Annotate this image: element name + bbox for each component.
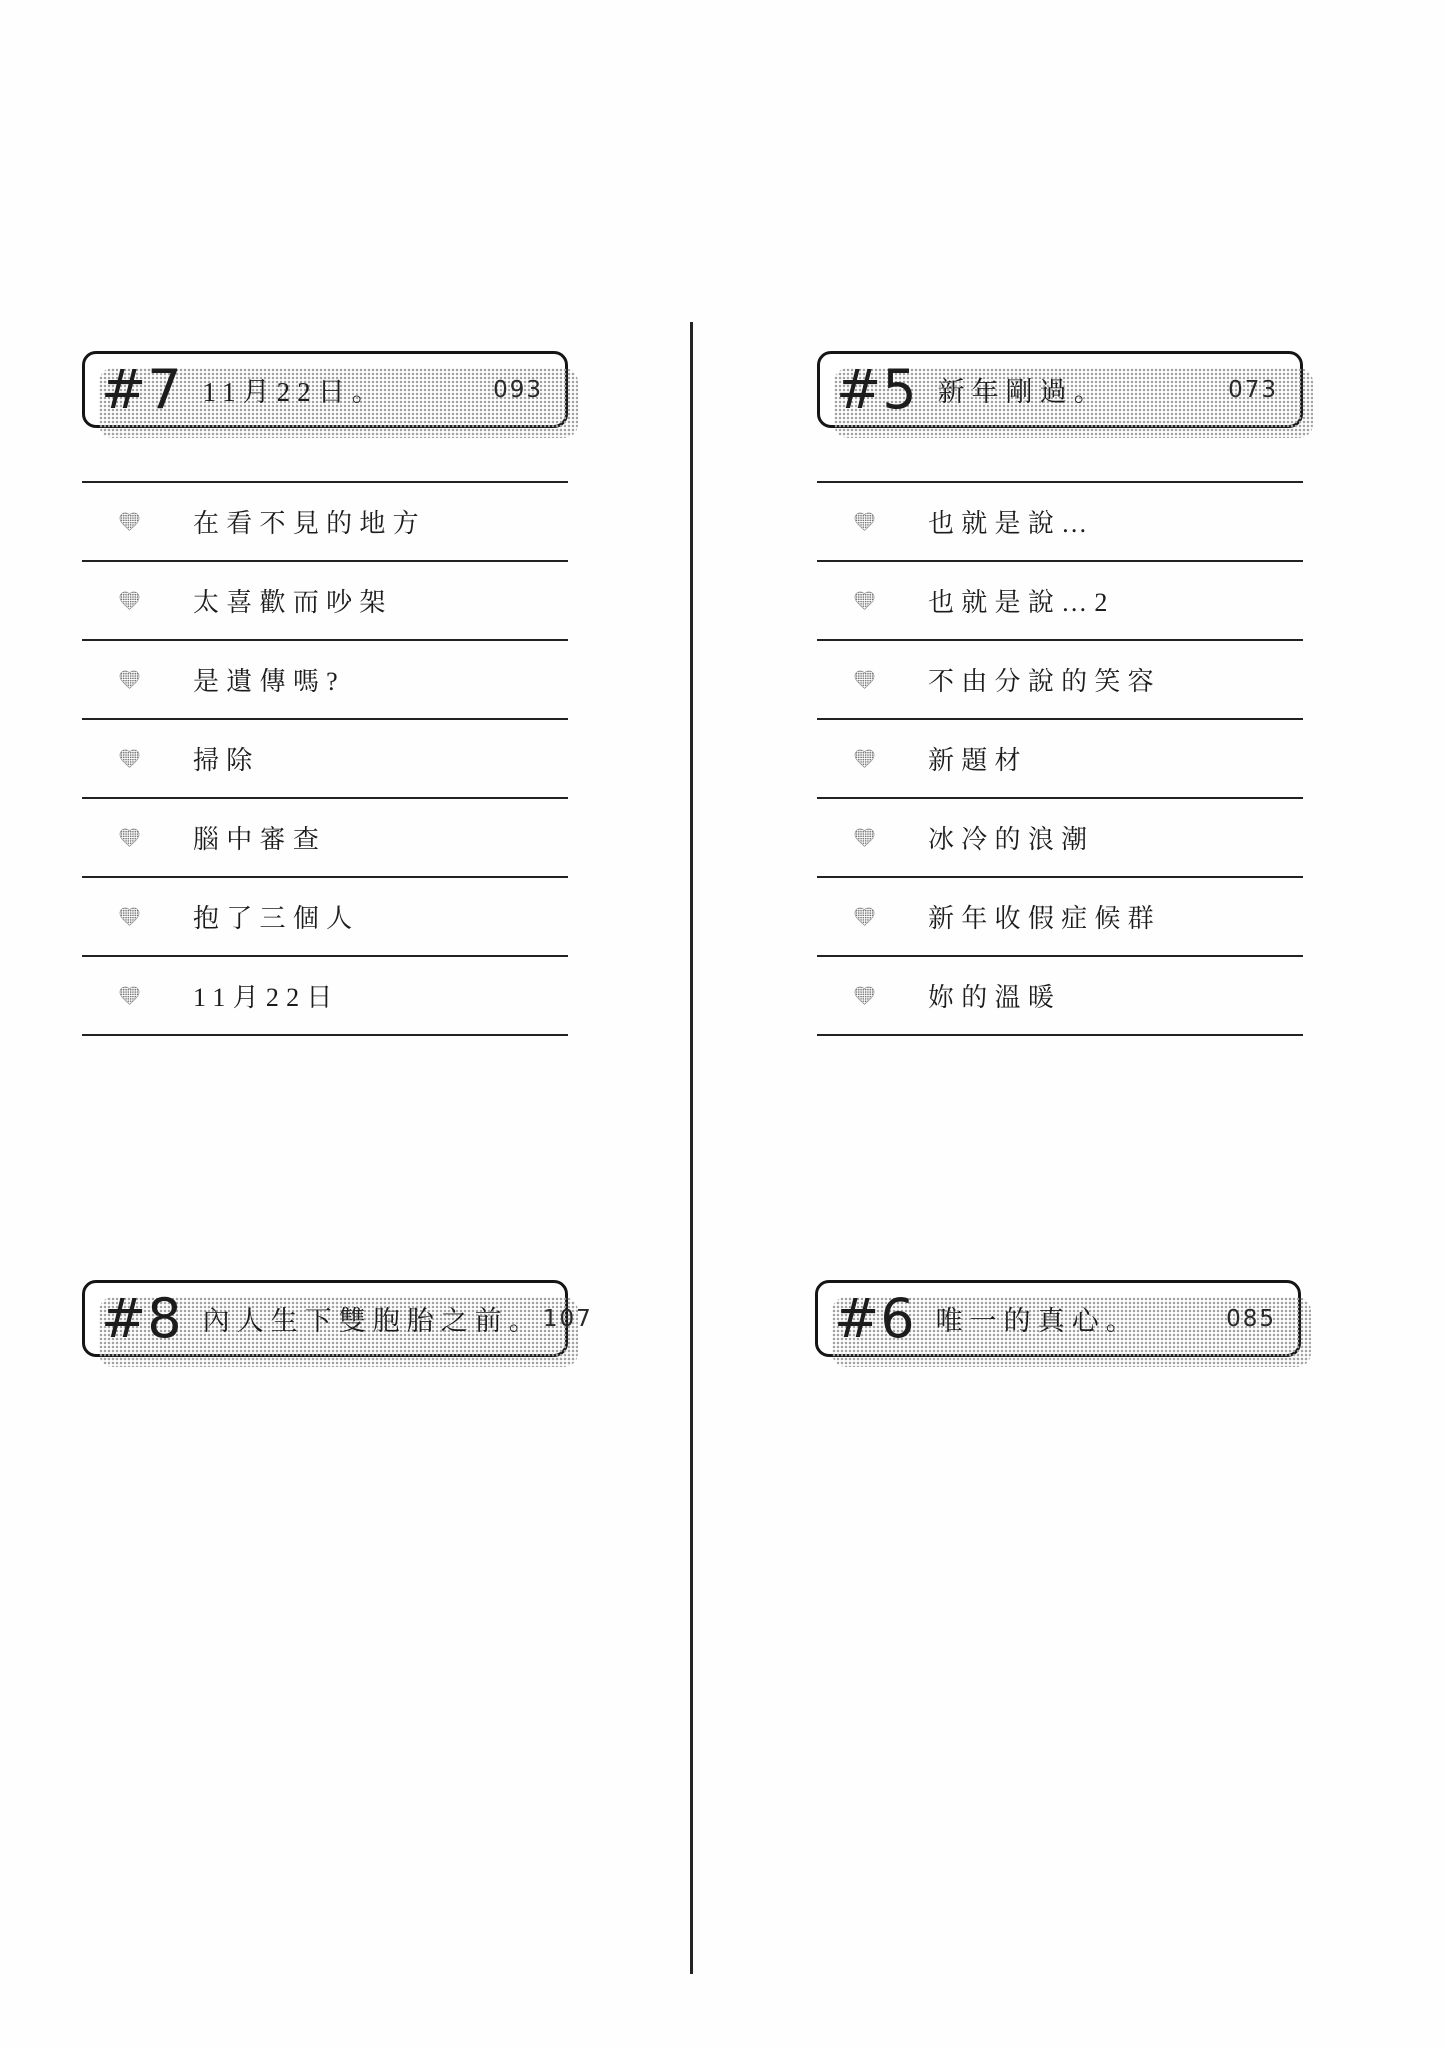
toc-entry-label: 在看不見的地方	[193, 509, 426, 538]
heart-icon	[118, 905, 141, 928]
toc-entry-label: 掃除	[193, 746, 260, 775]
toc-entry-label: 新年收假症候群	[928, 904, 1161, 933]
chapter-8-title: 內人生下雙胞胎之前。	[202, 1306, 543, 1336]
chapter-6-page-number: 085	[1226, 1305, 1276, 1332]
toc-entry-label: 是遺傳嗎?	[193, 667, 345, 696]
heart-icon	[118, 668, 141, 691]
heart-icon	[853, 668, 876, 691]
heart-icon	[853, 905, 876, 928]
toc-row	[817, 560, 1303, 639]
chapter-5-header-box	[817, 351, 1303, 428]
toc-row	[82, 560, 568, 639]
heart-icon	[853, 510, 876, 533]
toc-entry-label: 冰冷的浪潮	[928, 825, 1095, 854]
chapter-7-number: #7	[101, 357, 183, 421]
column-divider-line	[690, 322, 693, 1974]
toc-row	[817, 718, 1303, 797]
chapter-6-number: #6	[834, 1286, 916, 1350]
heart-icon	[118, 747, 141, 770]
toc-row	[817, 876, 1303, 955]
toc-entry-label: 11月22日	[193, 983, 340, 1012]
chapter-5-title: 新年剛過。	[937, 377, 1108, 407]
heart-icon	[853, 984, 876, 1007]
toc-entry-label: 腦中審查	[193, 825, 327, 854]
heart-icon	[853, 589, 876, 612]
chapter-7-page-number: 093	[493, 376, 543, 403]
toc-entry-label: 也就是說…	[928, 509, 1095, 538]
heart-icon	[853, 826, 876, 849]
toc-row	[817, 639, 1303, 718]
chapter-6-title: 唯一的真心。	[935, 1306, 1140, 1336]
toc-row	[82, 876, 568, 955]
chapter-7-header-box	[82, 351, 568, 428]
heart-icon	[118, 826, 141, 849]
heart-icon	[853, 747, 876, 770]
toc-row	[82, 718, 568, 797]
toc-entry-label: 妳的溫暖	[928, 983, 1062, 1012]
toc-row	[82, 639, 568, 718]
toc-row	[817, 955, 1303, 1036]
toc-row	[82, 481, 568, 560]
heart-icon	[118, 510, 141, 533]
chapter-7-entry-list	[82, 481, 568, 1036]
chapter-7-title: 11月22日。	[202, 377, 386, 407]
chapter-8-page-number: 107	[542, 1305, 593, 1332]
toc-row	[817, 797, 1303, 876]
heart-icon	[118, 984, 141, 1007]
toc-entry-label: 抱了三個人	[193, 904, 360, 933]
toc-entry-label: 不由分說的笑容	[928, 667, 1161, 696]
toc-row	[82, 955, 568, 1036]
toc-row	[817, 481, 1303, 560]
toc-entry-label: 太喜歡而吵架	[193, 588, 393, 617]
chapter-8-number: #8	[101, 1286, 183, 1350]
toc-row	[82, 797, 568, 876]
toc-entry-label: 新題材	[928, 746, 1028, 775]
chapter-5-page-number: 073	[1228, 376, 1278, 403]
chapter-5-number: #5	[836, 357, 918, 421]
chapter-8-header-box	[82, 1280, 593, 1357]
chapter-5-entry-list	[817, 481, 1303, 1036]
heart-icon	[118, 589, 141, 612]
chapter-6-header-box	[815, 1280, 1301, 1357]
toc-entry-label: 也就是說…2	[928, 588, 1115, 617]
